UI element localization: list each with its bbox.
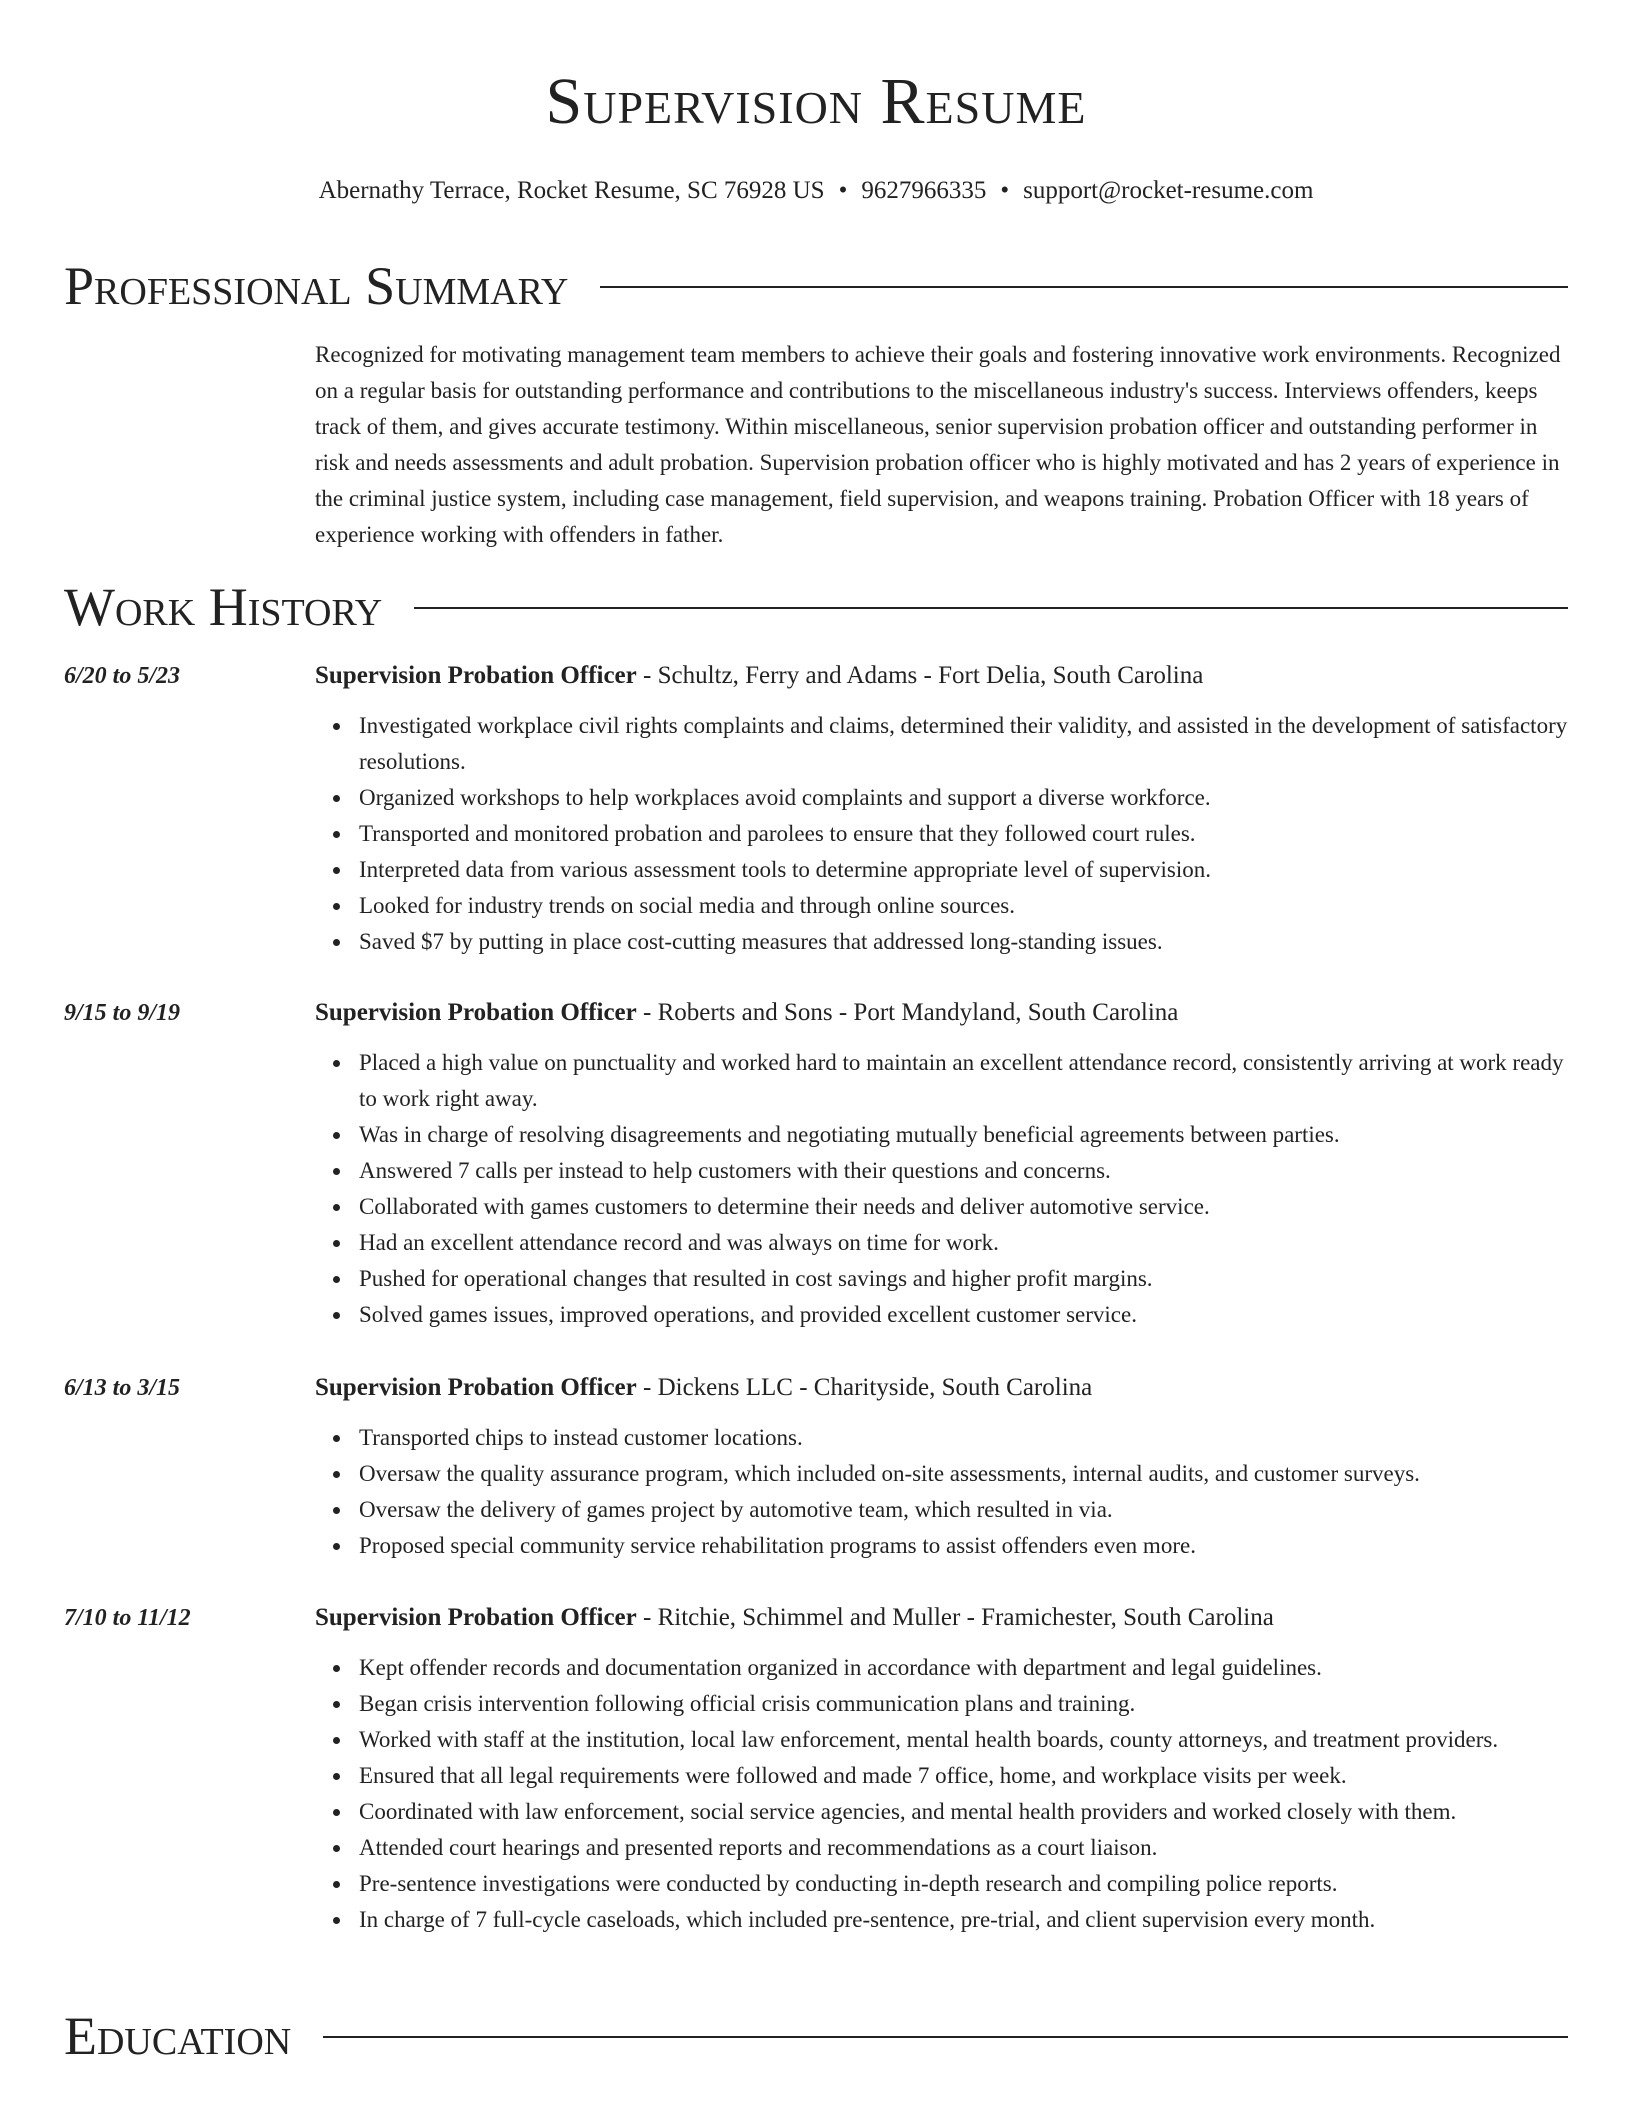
job-dates: 7/10 to 11/12 (64, 1605, 191, 1631)
list-item: Interpreted data from various assessment tools to determine appropriate level of supervision. (359, 852, 1568, 888)
section-title: Education (64, 2006, 292, 2066)
contact-line (64, 175, 1568, 207)
list-item: Coordinated with law enforcement, social service agencies, and mental health providers and worked closely with them. (359, 1794, 1568, 1830)
job-dates: 6/13 to 3/15 (64, 1375, 181, 1401)
job-bullets (315, 1045, 1568, 1333)
job-details: - Dickens LLC - Charityside, South Carolina (636, 1374, 1093, 1401)
job-role: Supervision Probation Officer (315, 662, 637, 689)
job-dates: 6/20 to 5/23 (64, 663, 181, 689)
list-item: Answered 7 calls per instead to help customers with their questions and concerns. (359, 1153, 1568, 1189)
list-item: Transported chips to instead customer locations. (359, 1420, 1568, 1456)
job-role: Supervision Probation Officer (315, 1374, 637, 1401)
list-item: Investigated workplace civil rights complaints and claims, determined their validity, and assisted in the development of satisfactory resolutions. (359, 708, 1568, 780)
list-item: In charge of 7 full-cycle caseloads, which included pre-sentence, pre-trial, and client supervision every month. (359, 1902, 1568, 1938)
list-item: Transported and monitored probation and parolees to ensure that they followed court rules. (359, 816, 1568, 852)
list-item: Oversaw the delivery of games project by automotive team, which resulted in via. (359, 1492, 1568, 1528)
section-title: Professional Summary (64, 256, 569, 316)
list-item: Kept offender records and documentation organized in accordance with department and legal guidelines. (359, 1650, 1568, 1686)
list-item: Had an excellent attendance record and was always on time for work. (359, 1225, 1568, 1261)
work-history-section-header (64, 575, 1568, 639)
list-item: Worked with staff at the institution, local law enforcement, mental health boards, county attorneys, and treatment providers. (359, 1722, 1568, 1758)
job-role: Supervision Probation Officer (315, 1604, 637, 1631)
email: support@rocket-resume.com (1023, 177, 1314, 204)
section-divider (600, 286, 1568, 288)
list-item: Oversaw the quality assurance program, which included on-site assessments, internal audits, and customer surveys. (359, 1456, 1568, 1492)
section-title: Work History (64, 577, 383, 637)
summary-section-header (64, 254, 1568, 318)
list-item: Ensured that all legal requirements were followed and made 7 office, home, and workplace visits per week. (359, 1758, 1568, 1794)
list-item: Pushed for operational changes that resulted in cost savings and higher profit margins. (359, 1261, 1568, 1297)
job-heading (315, 1370, 1568, 1406)
job-dates: 9/15 to 9/19 (64, 1000, 181, 1026)
job-role: Supervision Probation Officer (315, 999, 637, 1026)
section-divider (323, 2036, 1568, 2038)
job-bullets (315, 1420, 1568, 1564)
address: Abernathy Terrace, Rocket Resume, SC 76928 US (318, 177, 825, 204)
resume-name: Supervision Resume (545, 65, 1087, 138)
list-item: Began crisis intervention following official crisis communication plans and training. (359, 1686, 1568, 1722)
job-bullets (315, 1650, 1568, 1938)
list-item: Looked for industry trends on social media and through online sources. (359, 888, 1568, 924)
job-heading (315, 658, 1568, 694)
list-item: Collaborated with games customers to determine their needs and deliver automotive service. (359, 1189, 1568, 1225)
list-item: Solved games issues, improved operations, and provided excellent customer service. (359, 1297, 1568, 1333)
summary-text: Recognized for motivating management team members to achieve their goals and fostering innovative work environments. Recognized on a regular basis for outstanding performance and contributions to the miscellaneous industry's success. Interviews offenders, keeps track of them, and gives accurate testimony. Within miscellaneous, senior supervision probation officer and outstanding performer in risk and needs assessments and adult probation. Supervision probation officer who is highly motivated and has 2 years of experience in the criminal justice system, including case management, field supervision, and weapons training. Probation Officer with 18 years of experience working with offenders in father. (315, 342, 1561, 547)
list-item: Pre-sentence investigations were conducted by conducting in-depth research and compiling police reports. (359, 1866, 1568, 1902)
list-item: Placed a high value on punctuality and worked hard to maintain an excellent attendance record, consistently arriving at work ready to work right away. (359, 1045, 1568, 1117)
job-bullets (315, 708, 1568, 960)
separator: • (838, 177, 848, 204)
list-item: Proposed special community service rehabilitation programs to assist offenders even more. (359, 1528, 1568, 1564)
job-heading (315, 1600, 1568, 1636)
job-details: - Ritchie, Schimmel and Muller - Framichester, South Carolina (636, 1604, 1274, 1631)
section-divider (414, 607, 1568, 609)
job-heading (315, 995, 1568, 1031)
list-item: Attended court hearings and presented reports and recommendations as a court liaison. (359, 1830, 1568, 1866)
job-details: - Roberts and Sons - Port Mandyland, South Carolina (636, 999, 1179, 1026)
phone: 9627966335 (861, 177, 987, 204)
list-item: Was in charge of resolving disagreements and negotiating mutually beneficial agreements between parties. (359, 1117, 1568, 1153)
separator: • (1000, 177, 1010, 204)
list-item: Organized workshops to help workplaces avoid complaints and support a diverse workforce. (359, 780, 1568, 816)
job-details: - Schultz, Ferry and Adams - Fort Delia, South Carolina (636, 662, 1204, 689)
education-section-header (64, 2004, 1568, 2068)
list-item: Saved $7 by putting in place cost-cutting measures that addressed long-standing issues. (359, 924, 1568, 960)
